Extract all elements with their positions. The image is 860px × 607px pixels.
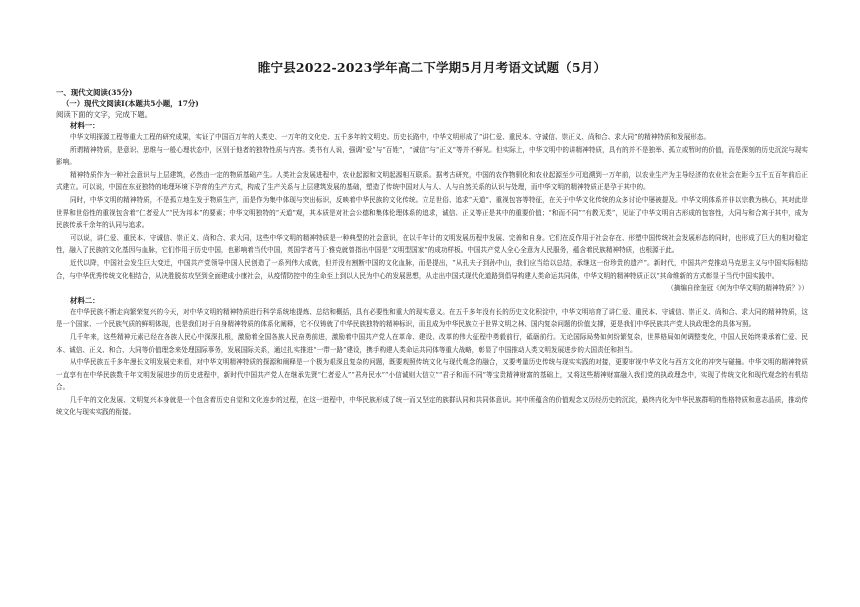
subsection-heading: （一）现代文阅读Ⅰ(本题共5小题，17分) (62, 99, 199, 108)
material-two-paragraph: 几千年的文化发展、文明复兴本身就是一个包含着历史自觉和文化连步的过程，在这一进程中，中华民族形成了统一而又坚定的族群认同和共同体意识。其中所蕴含的价值观念又历经历史的沉淀，最终内化为中华民族群明的性格特质和意志品质，推动传统文化与现实实践的衔接。 (56, 395, 808, 417)
material-one-paragraph: 近代以降，中国社会发生巨大变迁，中国共产党领导中国人民创造了一系列伟大成就，但并没有割断中国的文化血脉，而是提出，“从孔夫子到孙中山，我们应当给以总结，承继这一份珍贵的遗产”。新时代，中国共产党推动马克思主义与中国实际相结合，与中华优秀传统文化相结合，从决胜脱贫攻坚到全面建成小康社会，从疫情防控中的生命至上到以人民为中心的发展思想，从走出中国式现代化道路到倡导构建人类命运共同体，中华文明的精神特质正以“其命维新的方式彰显于当代中国实践中。 (56, 258, 808, 280)
exam-page (56, 58, 808, 419)
instruction-text: 阅读下面的文字，完成下题。 (56, 110, 153, 119)
material-one-label: 材料一： (70, 121, 100, 130)
material-two-paragraph: 几千年来，这些精神元素已经在各族人民心中深深扎根，激励着全国各族人民奋勇前进，激励着中国共产党人在革命、建设、改革的伟大征程中勇毅前行，砥砺前行。无论国际局势如何纷繁复杂，世界格局如何调整变化，中国人民始终秉承着仁爱、民本、诚信、正义、和合、大同等价值理念来处理国际事务，发展国际关系，通过扎实推进“一带一路”建设，携手构建人类命运共同体等重大战略，彰显了中国推动人类文明发展进步的大国责任和担当。 (56, 332, 808, 354)
material-one-paragraph: 可以说，讲仁爱、重民本、守诚信、崇正义、尚和合、求大同，这些中华文明的精神特质是一种典型的社会意识，在以千年计的文明发展历程中发展、完善和自身。它们在反作用于社会存在、形塑中国传统社会发展形态的同时，也形成了巨大的相对稳定性，融入了民族的文化基因与血脉，它们作用于历史中国，也影响着当代中国，英国学者马丁·雅克就曾指出中国是“文明型国家”的成功样板。中国共产党人全心全意为人民服务，蕴含着民族精神特质，也根源于此。 (56, 233, 808, 255)
material-one-paragraph: 所谓精神特质，是意识、思维与一般心理状态中，区别于他者的独特性质与内容。类书有人说，强调“爱”与“百姓”，“诚信”与“正义”等并不鲜见。但实际上，中华文明中的讲精神特质，具有的并不是独举、孤立或暂时的价值，而是深刻的历史沉淀与现实影响。 (56, 145, 808, 167)
material-one-source: （摘编自徐奎冠《何为中华文明的精神特质？》） (667, 284, 808, 293)
material-two-label: 材料二： (70, 295, 100, 305)
material-one-paragraph: 同时，中华文明的精神特质，不是孤立地生发于物质生产，而是作为集中体现与突出标识，反映着中华民族的文化传统。立足世俗、追求“天道”、重视包容等特征，在关于中华文化传统的众多讨论中屡被提及。中华文明体系并非以宗教为核心，其对此岸世界和世俗性的重视包含着“仁者爱人”“民为邦本”的要素；中华文明独特的“天道”观，其本质是对社会公德和集体伦理体系的追求，诚信、正义等正是其中的重要价值；“和而不同”“有教无类”，见证了中华文明自古形成的包容性，大同与和合寓于其中，成为民族传承千余年的认同与追求。 (56, 195, 808, 230)
material-one-paragraph: 精神特质作为一种社会意识与上层建筑，必然由一定的物质基础产生。人类社会发展进程中，农业起源和文明起源相互联系。据考古研究，中国的农作物驯化和农业起源至少可追溯到一万年前，以农业生产为主导经济的农业社会在距今五千五百年前后正式建立。可以说，中国在东亚独特的地理环境下孕育的生产方式，构成了生产关系与上层建筑发展的基础，塑造了传统中国对人与人、人与自然关系的认识与处理，而中华文明的精神特质正是孕于其中的。 (56, 170, 808, 192)
material-one-paragraph: 中华文明探源工程等重大工程的研究成果，实证了中国百万年的人类史、一万年的文化史、五千多年的文明史。历史长路中，中华文明形成了“讲仁爱、重民本、守诚信、崇正义、尚和合、求大同”的精神特质和发展形态。 (70, 133, 711, 141)
material-two-paragraph: 在中华民族不断走向繁荣复兴的今天，对中华文明的精神特质进行科学系统地提炼、总结和概括，具有必要性和重大的现实意义。在五千多年没有长的历史文化积淀中，中华文明培育了讲仁爱、重民本、守诚信、崇正义、尚和合、求大同的精神特质，这是一个国家、一个民族气质的鲜明体现，也是我们对于自身精神特质的体系化阐释，它不仅铸就了中华民族独特的精神标识，而且成为中华民族立于世界文明之林、国内复杂问题的价值支撑，更是我们中华民族共产党人执政理念的具体写照。 (56, 307, 808, 329)
section-heading-reading: 一、现代文阅读(35分) (56, 88, 133, 97)
material-two-paragraph: 从中华民族五千多年漫长文明发展史来看，对中华文明精神特质的探源和阐释是一个极为艰深且复杂的问题，既要观照传统文化与现代观念的融合，又要考量历史传统与现实实践的对接，更要审视中华文化与西方文化的冲突与碰撞。中华文明的精神特质一直享有在中华民族数千年文明发展进步的历史进程中，新时代中国共产党人在继承先贤“仁者爱人”“君舟民水”“小信诚则大信立”“君子和而不同”等宝贵精神财富的基础上，又将这些精神财富融入我们党的执政理念中，实现了传统文化和现代观念的有机结合。 (56, 358, 808, 392)
exam-title: 睢宁县2022-2023学年高二下学期5月月考语文试题（5月） (257, 60, 607, 75)
